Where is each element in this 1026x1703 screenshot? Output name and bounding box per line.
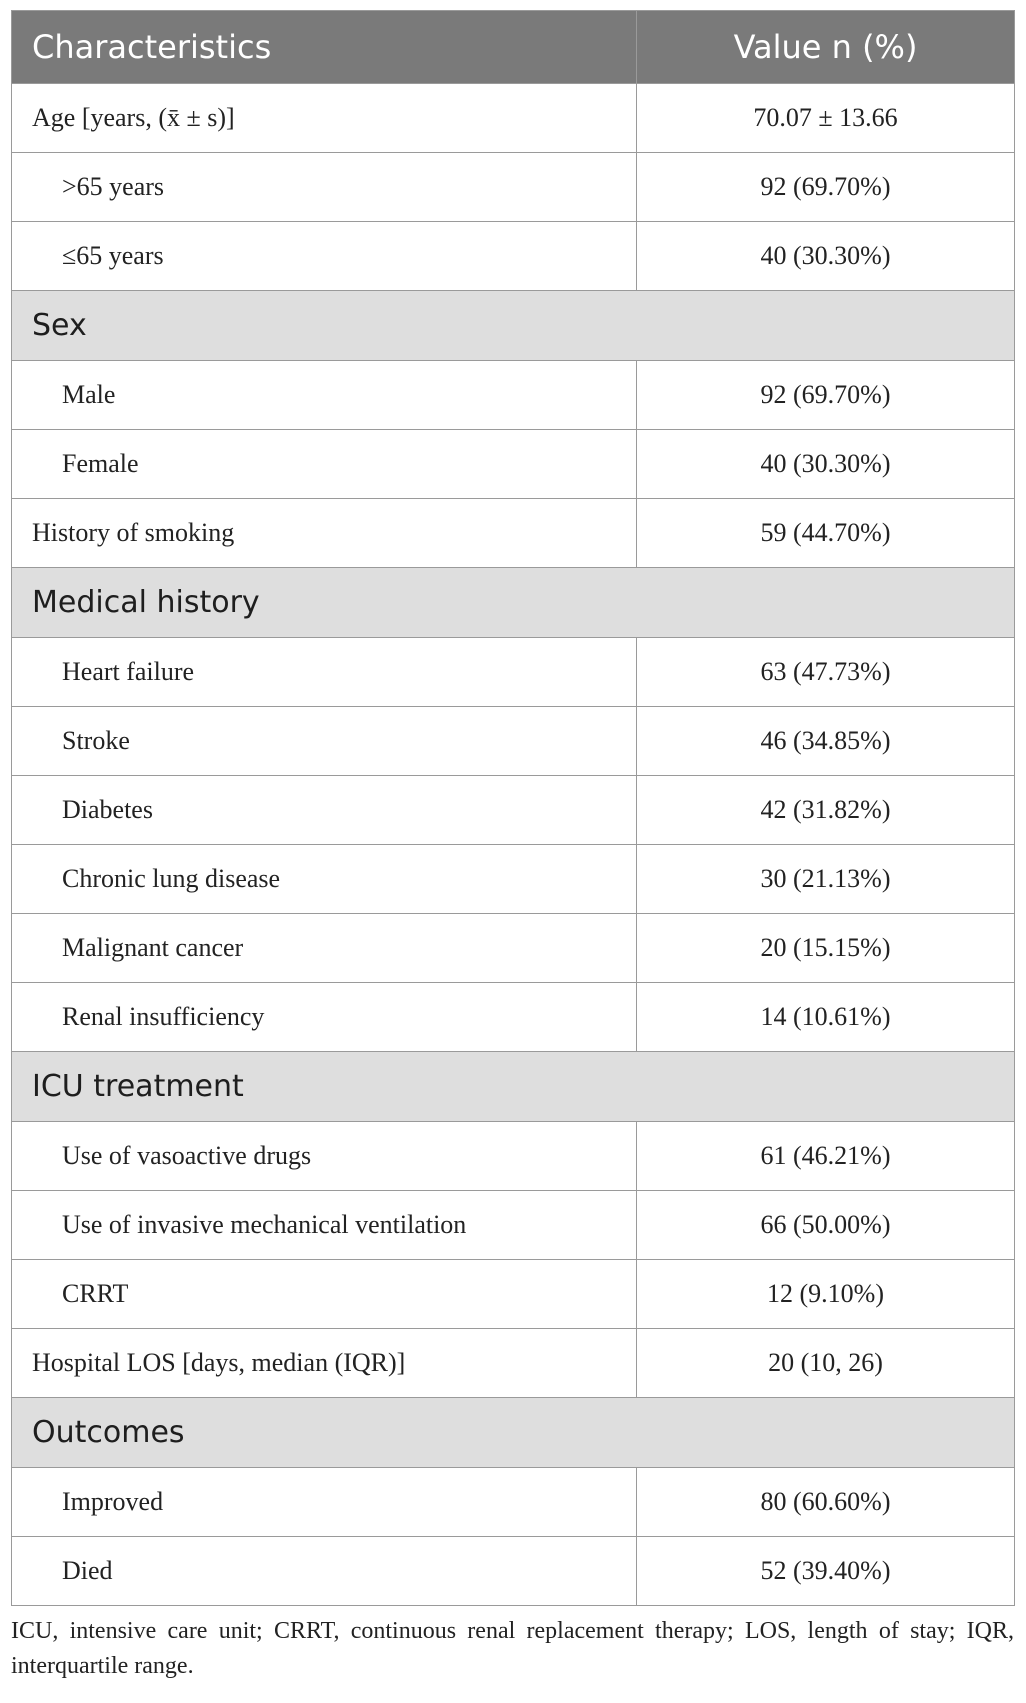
table-row-age-le65 bbox=[12, 222, 1015, 291]
row-label: Age [years, (x̄ ± s)] bbox=[12, 84, 637, 153]
section-label: Sex bbox=[12, 291, 1015, 361]
section-row-medical-history bbox=[12, 568, 1015, 638]
row-value: 61 (46.21%) bbox=[637, 1122, 1015, 1191]
table-row-male bbox=[12, 361, 1015, 430]
section-label: ICU treatment bbox=[12, 1052, 1015, 1122]
row-label: ≤65 years bbox=[12, 222, 637, 291]
row-label: Hospital LOS [days, median (IQR)] bbox=[12, 1329, 637, 1398]
row-label: Malignant cancer bbox=[12, 914, 637, 983]
row-value: 40 (30.30%) bbox=[637, 222, 1015, 291]
row-label: CRRT bbox=[12, 1260, 637, 1329]
row-label: Use of invasive mechanical ventilation bbox=[12, 1191, 637, 1260]
table-row-diabetes bbox=[12, 776, 1015, 845]
row-value: 80 (60.60%) bbox=[637, 1468, 1015, 1537]
section-row-icu-treatment bbox=[12, 1052, 1015, 1122]
table-row-chronic-lung-disease bbox=[12, 845, 1015, 914]
row-label: Male bbox=[12, 361, 637, 430]
table-header-row bbox=[12, 11, 1015, 84]
section-row-sex bbox=[12, 291, 1015, 361]
characteristics-table bbox=[11, 10, 1015, 1606]
characteristics-table-container bbox=[11, 10, 1014, 1606]
row-label: Heart failure bbox=[12, 638, 637, 707]
row-value: 66 (50.00%) bbox=[637, 1191, 1015, 1260]
section-label: Medical history bbox=[12, 568, 1015, 638]
table-row-heart-failure bbox=[12, 638, 1015, 707]
section-label: Outcomes bbox=[12, 1398, 1015, 1468]
row-value: 14 (10.61%) bbox=[637, 983, 1015, 1052]
row-value: 92 (69.70%) bbox=[637, 153, 1015, 222]
table-row-died bbox=[12, 1537, 1015, 1606]
row-value: 20 (10, 26) bbox=[637, 1329, 1015, 1398]
header-value: Value n (%) bbox=[637, 11, 1015, 84]
table-row-improved bbox=[12, 1468, 1015, 1537]
row-label: Diabetes bbox=[12, 776, 637, 845]
table-row-malignant-cancer bbox=[12, 914, 1015, 983]
row-label: Use of vasoactive drugs bbox=[12, 1122, 637, 1191]
table-row-vasoactive-drugs bbox=[12, 1122, 1015, 1191]
table-row-age-gt65 bbox=[12, 153, 1015, 222]
table-row-hospital-los bbox=[12, 1329, 1015, 1398]
row-value: 92 (69.70%) bbox=[637, 361, 1015, 430]
row-value: 52 (39.40%) bbox=[637, 1537, 1015, 1606]
table-row-female bbox=[12, 430, 1015, 499]
row-value: 46 (34.85%) bbox=[637, 707, 1015, 776]
row-value: 63 (47.73%) bbox=[637, 638, 1015, 707]
table-footnote: ICU, intensive care unit; CRRT, continuous renal replacement therapy; LOS, length of stay; IQR, interquartile range. bbox=[11, 1618, 1014, 1679]
header-characteristics: Characteristics bbox=[12, 11, 637, 84]
row-value: 12 (9.10%) bbox=[637, 1260, 1015, 1329]
table-row-stroke bbox=[12, 707, 1015, 776]
row-label: Chronic lung disease bbox=[12, 845, 637, 914]
row-value: 42 (31.82%) bbox=[637, 776, 1015, 845]
row-value: 40 (30.30%) bbox=[637, 430, 1015, 499]
row-value: 59 (44.70%) bbox=[637, 499, 1015, 568]
row-value: 30 (21.13%) bbox=[637, 845, 1015, 914]
row-value: 20 (15.15%) bbox=[637, 914, 1015, 983]
row-label: Renal insufficiency bbox=[12, 983, 637, 1052]
row-label: Died bbox=[12, 1537, 637, 1606]
row-label: History of smoking bbox=[12, 499, 637, 568]
row-label: Stroke bbox=[12, 707, 637, 776]
table-row-crrt bbox=[12, 1260, 1015, 1329]
table-row-mechanical-ventilation bbox=[12, 1191, 1015, 1260]
section-row-outcomes bbox=[12, 1398, 1015, 1468]
row-label: Female bbox=[12, 430, 637, 499]
table-row-age bbox=[12, 84, 1015, 153]
row-label: >65 years bbox=[12, 153, 637, 222]
row-label: Improved bbox=[12, 1468, 637, 1537]
table-row-renal-insufficiency bbox=[12, 983, 1015, 1052]
table-row-smoking bbox=[12, 499, 1015, 568]
row-value: 70.07 ± 13.66 bbox=[637, 84, 1015, 153]
